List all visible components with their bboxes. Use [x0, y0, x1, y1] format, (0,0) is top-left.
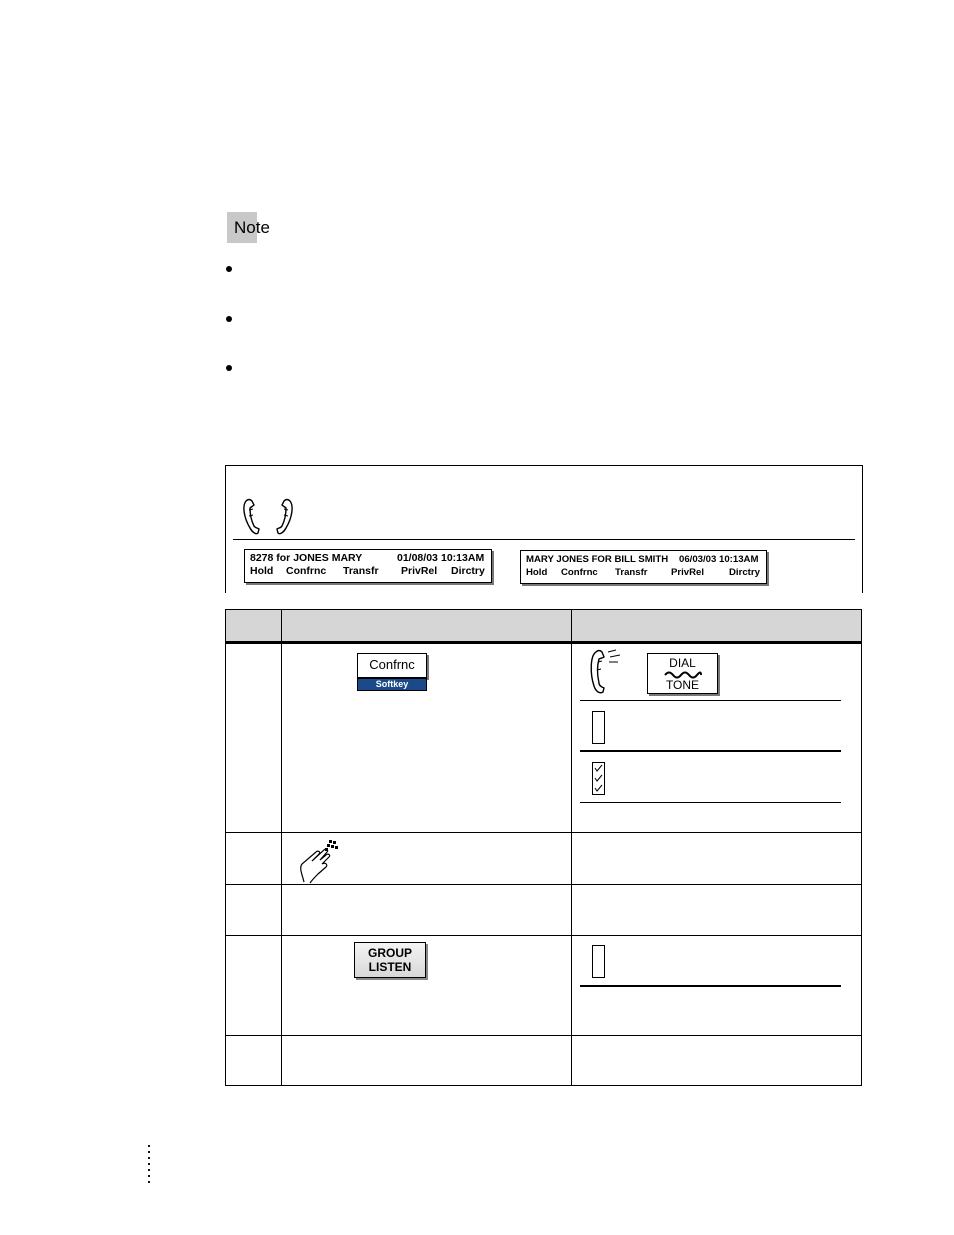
lamp-icon [592, 945, 605, 978]
display-left-softkey-5: Dirctry [451, 565, 485, 577]
display-right-date: 06/03/03 [679, 554, 717, 565]
note-label: Note [234, 218, 270, 237]
row-divider-4 [226, 1035, 861, 1036]
steps-table [225, 609, 862, 1086]
dial-tone-indicator [647, 653, 718, 694]
display-left-softkey-3: Transfr [343, 565, 379, 577]
column-divider-1 [281, 610, 282, 1085]
display-left-softkey-1: Hold [250, 565, 274, 577]
display-right-caller: MARY JONES FOR BILL SMITH [526, 554, 669, 565]
table-header-rule [226, 641, 861, 644]
display-left-time: 10:13AM [441, 552, 485, 564]
lamp-icon [592, 711, 605, 744]
handset-offhook-icon [586, 648, 628, 696]
result-subline-4 [580, 985, 841, 987]
table-header [226, 610, 861, 641]
display-right-softkey-4: PrivRel [671, 567, 705, 578]
dial-tone-line2: TONE [665, 678, 700, 692]
example-divider [233, 539, 855, 540]
dialpad-hand-icon [296, 838, 340, 884]
group-listen-line1: GROUP [367, 946, 412, 960]
row-divider-3 [226, 935, 861, 936]
result-subline-2 [580, 750, 841, 752]
display-right-softkey-2: Confrnc [561, 567, 598, 578]
result-subline-3 [580, 802, 841, 803]
display-right-time: 10:13AM [719, 554, 759, 565]
note-bullet-1 [226, 266, 232, 272]
handsets-icon [240, 498, 296, 538]
display-left-date: 01/08/03 [397, 552, 438, 564]
column-divider-2 [571, 610, 572, 1085]
display-left-softkey-2: Confrnc [286, 565, 327, 577]
group-listen-line2: LISTEN [368, 960, 412, 974]
display-right-softkey-5: Dirctry [729, 567, 760, 578]
result-subline-1 [580, 700, 841, 701]
softkey-tag: Softkey [357, 678, 427, 691]
display-left-softkey-4: PrivRel [401, 565, 438, 577]
row-divider-1 [226, 832, 861, 833]
row-divider-2 [226, 884, 861, 885]
display-left-caller: 8278 for JONES MARY [250, 552, 363, 564]
note-bullet-3 [226, 365, 232, 371]
group-listen-button[interactable] [354, 942, 426, 978]
display-screen-left [244, 549, 492, 583]
display-right-softkey-1: Hold [526, 567, 548, 578]
dial-tone-line1: DIAL [669, 656, 696, 670]
display-screen-right [520, 550, 767, 584]
lamp-flashing-icon [592, 762, 605, 795]
note-bullet-2 [226, 316, 232, 322]
margin-dots [148, 1143, 150, 1187]
confrnc-softkey-button[interactable]: Confrnc [357, 653, 427, 678]
display-right-softkey-3: Transfr [615, 567, 648, 578]
